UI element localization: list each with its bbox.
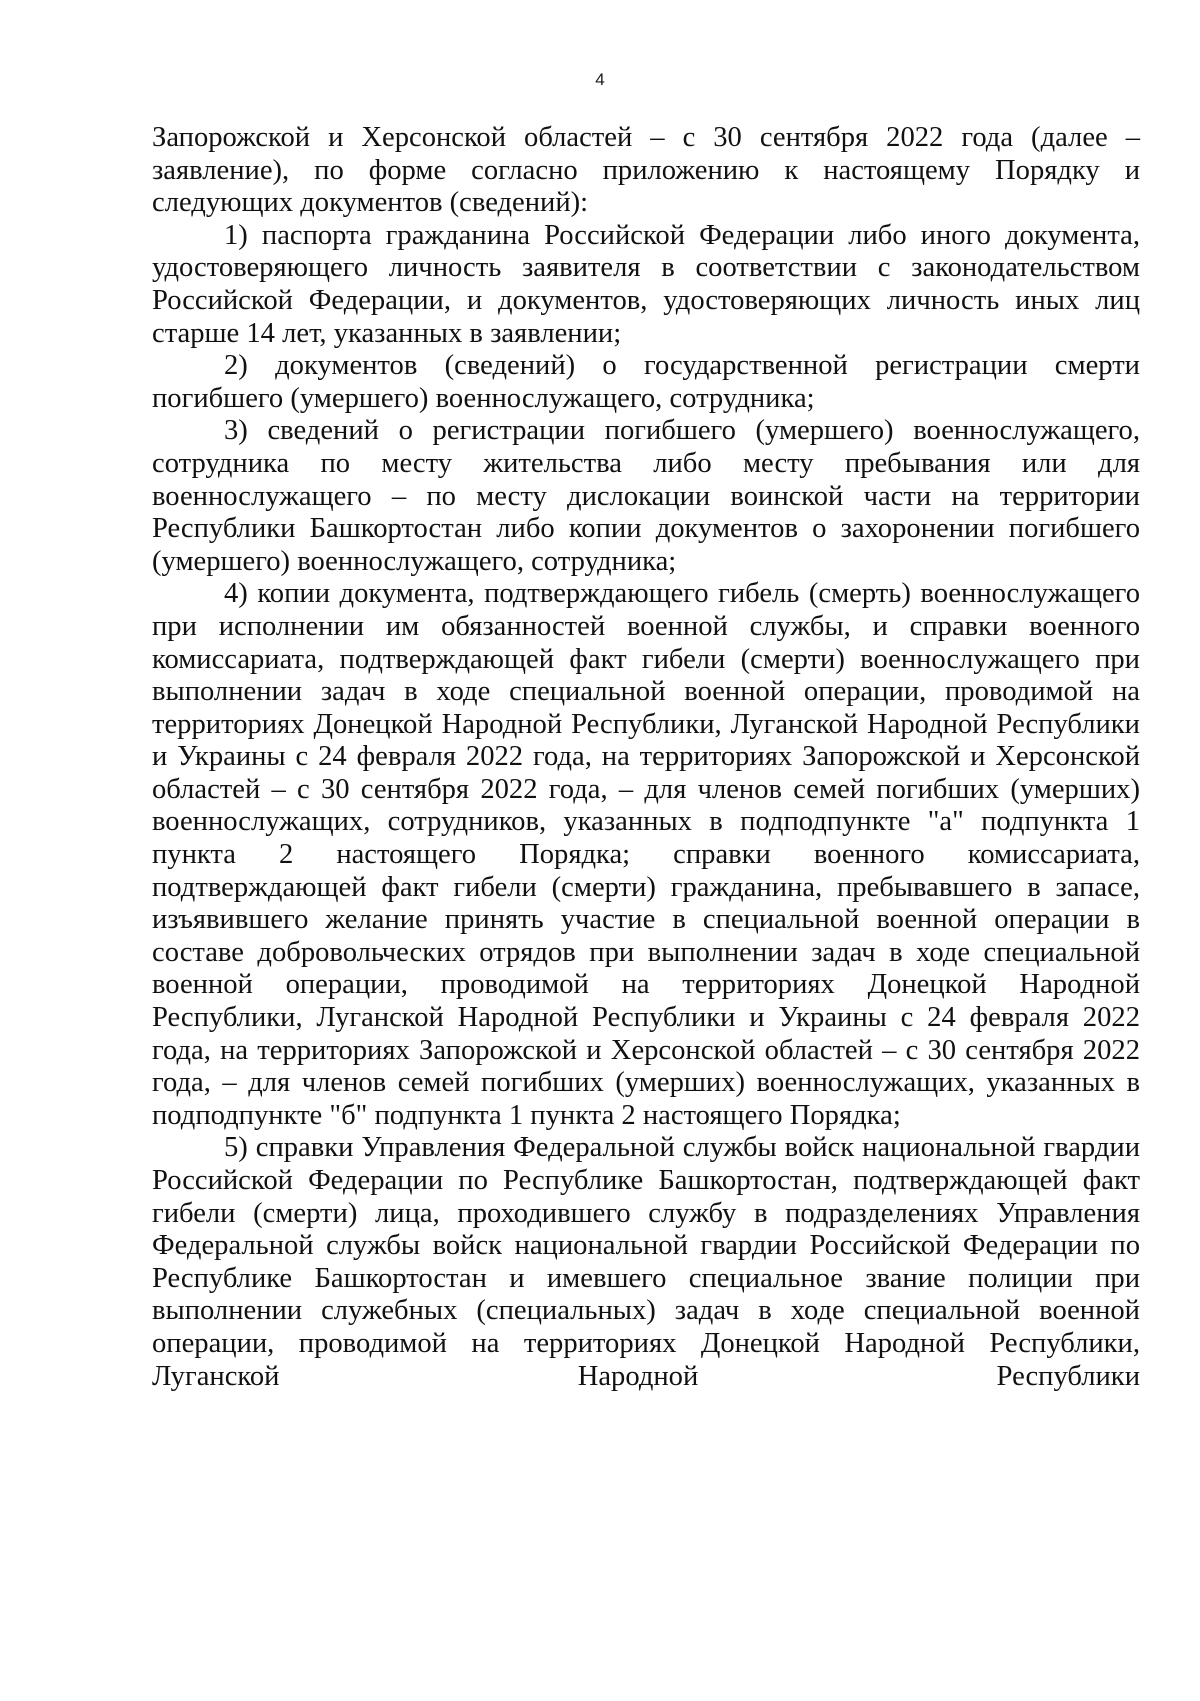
paragraph-continuation: Запорожской и Херсонской областей – с 30 сентября 2022 года (далее – заявление), по форме согласно приложению к настоящему Порядку и следующих документов (сведений): xyxy=(152,122,1140,219)
list-item-2-death-registration: 2) документов (сведений) о государственной регистрации смерти погибшего (умершего) военнослужащего, сотрудника; xyxy=(152,350,1140,414)
document-body xyxy=(152,122,1140,1393)
list-item-4-death-confirmation: 4) копии документа, подтверждающего гибель (смерть) военнослужащего при исполнении им обязанностей военной службы, и справки военного комиссариата, подтверждающей факт гибели (смерти) военнослужащего при выполнении задач в ходе специальной военной операции, проводимой на территориях Донецкой Народной Республики, Луганской Народной Республики и Украины с 24 февраля 2022 года, на территориях Запорожской и Херсонской областей – с 30 сентября 2022 года, – для членов семей погибших (умерших) военнослужащих, сотрудников, указанных в подподпункте "а" подпункта 1 пункта 2 настоящего Порядка; справки военного комиссариата, подтверждающей факт гибели (смерти) гражданина, пребывавшего в запасе, изъявившего желание принять участие в специальной военной операции в составе добровольческих отрядов при выполнении задач в ходе специальной военной операции, проводимой на территориях Донецкой Народной Республики, Луганской Народной Республики и Украины с 24 февраля 2022 года, на территориях Запорожской и Херсонской областей – с 30 сентября 2022 года, – для членов семей погибших (умерших) военнослужащих, указанных в подподпункте "б" подпункта 1 пункта 2 настоящего Порядка; xyxy=(152,578,1140,1131)
list-item-5-rosgvardia-certificate: 5) справки Управления Федеральной службы войск национальной гвардии Российской Федерации по Республике Башкортостан, подтверждающей факт гибели (смерти) лица, проходившего службу в подразделениях Управления Федеральной службы войск национальной гвардии Российской Федерации по Республике Башкортостан и имевшего специальное звание полиции при выполнении служебных (специальных) задач в ходе специальной военной операции, проводимой на территориях Донецкой Народной Республики, Луганской Народной Республики xyxy=(152,1132,1140,1392)
list-item-1-passport: 1) паспорта гражданина Российской Федерации либо иного документа, удостоверяющего личность заявителя в соответствии с законодательством Российской Федерации, и документов, удостоверяющих личность иных лиц старше 14 лет, указанных в заявлении; xyxy=(152,219,1140,349)
list-item-3-residence-registration: 3) сведений о регистрации погибшего (умершего) военнослужащего, сотрудника по месту жительства либо месту пребывания или для военнослужащего – по месту дислокации воинской части на территории Республики Башкортостан либо копии документов о захоронении погибшего (умершего) военнослужащего, сотрудника; xyxy=(152,415,1140,577)
page-number: 4 xyxy=(595,70,605,89)
